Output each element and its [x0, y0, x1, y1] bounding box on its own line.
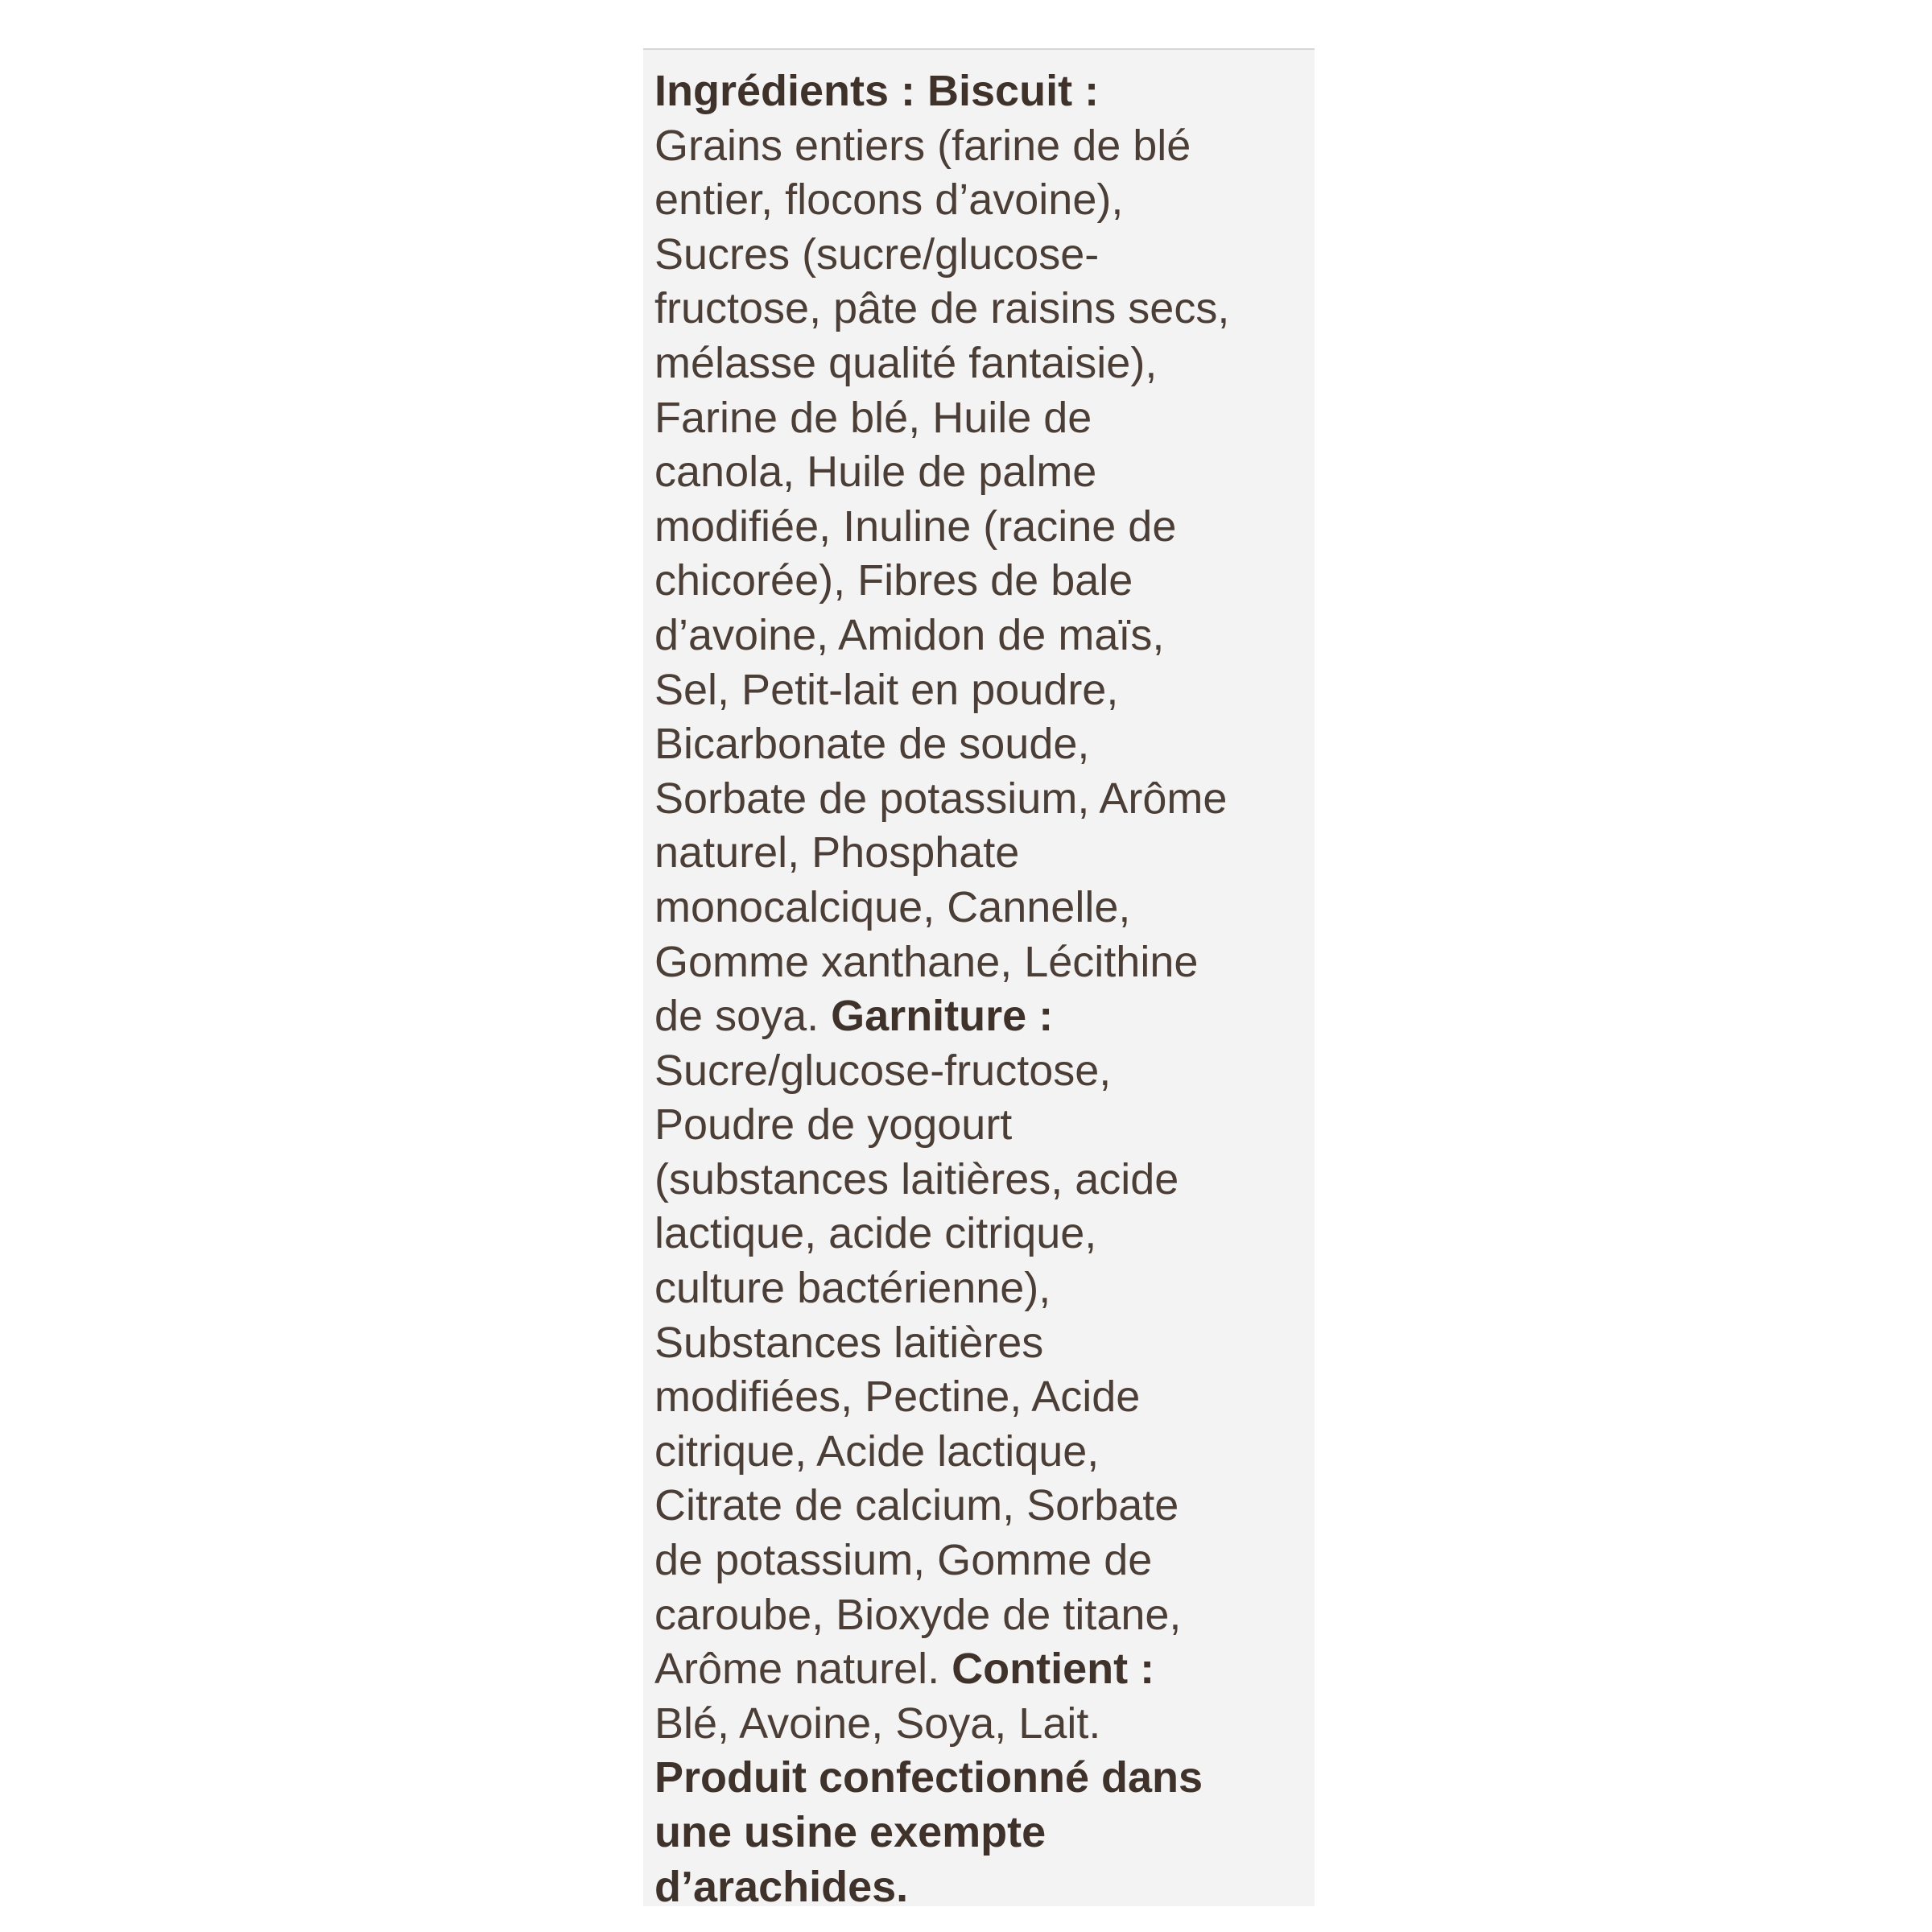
heading-garniture: Garniture : [831, 992, 1054, 1041]
peanut-free-statement: Produit confectionné dans une usine exempte d’arachides. [654, 1753, 1203, 1911]
garniture-ingredients: Sucre/glucose-fructose, Poudre de yogourt (substances laitières, acide lactique, acide citrique, culture bactérienne), Substances laitières modifiées, Pectine, Acide citrique, Acide lactique, Citrate de calcium, Sorbate de potassium, Gomme de caroube, Bioxyde de titane, Arôme naturel. [654, 1046, 1182, 1694]
ingredients-text [654, 64, 1308, 1914]
allergens-list: Blé, Avoine, Soya, Lait. [654, 1699, 1101, 1748]
biscuit-ingredients: Grains entiers (farine de blé entier, flocons d’avoine), Sucres (sucre/glucose- fructose, pâte de raisins secs, mélasse qualité fantaisie), Farine de blé, Huile de canola, Huile de palme modifiée, Inuline (racine de chicorée), Fibres de bale d’avoine, Amidon de maïs, Sel, Petit-lait en poudre, Bicarbonate de soude, Sorbate de potassium, Arôme naturel, Phosphate monocalcique, Cannelle, Gomme xanthane, Lécithine de soya. [654, 121, 1230, 1041]
heading-ingredients-biscuit: Ingrédients : Biscuit : [654, 67, 1100, 115]
heading-contient: Contient : [952, 1645, 1155, 1694]
ingredients-panel [643, 48, 1315, 1911]
